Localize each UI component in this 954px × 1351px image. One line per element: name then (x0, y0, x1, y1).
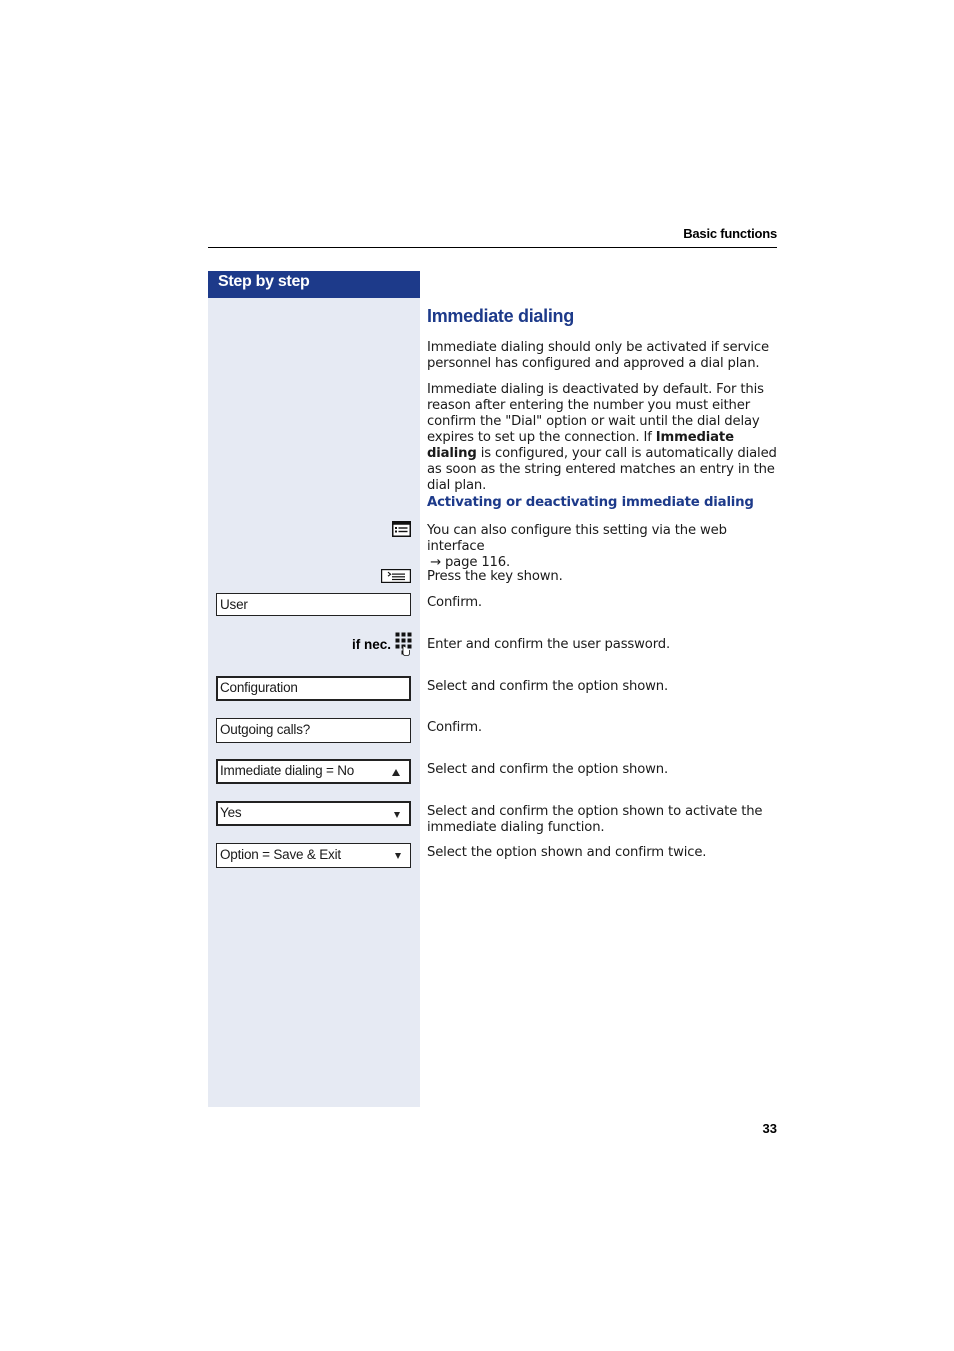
menu-option-save-exit[interactable] (216, 843, 411, 868)
menu-option-immediate-dialing[interactable] (216, 759, 411, 784)
header-rule (208, 247, 777, 248)
description-paragraph (427, 382, 779, 494)
menu-option-label: Configuration (220, 680, 298, 695)
step-configuration-text: Select and confirm the option shown. (427, 679, 669, 694)
menu-option-label: Option = Save & Exit (220, 847, 341, 862)
description-text-a: Immediate dialing is deactivated by default. For this reason after entering the number you must either confirm the "Dial" option or wait until the dial delay expires to set up the connection. If (427, 382, 764, 445)
menu-option-label: Outgoing calls? (220, 722, 311, 737)
menu-option-outgoing-calls[interactable] (216, 718, 411, 743)
section-title: Immediate dialing (427, 306, 574, 326)
sidebar-heading (208, 271, 420, 298)
page-reference-link[interactable]: → page 116. (430, 555, 511, 570)
keypad-icon (395, 632, 412, 656)
step-immediate-dialing-text: Select and confirm the option shown. (427, 762, 669, 777)
step-web-interface-text (427, 523, 779, 571)
intro-paragraph: Immediate dialing should only be activated if service personnel has configured and approved a dial plan. (427, 340, 769, 371)
web-interface-icon (392, 521, 411, 537)
menu-option-user[interactable] (216, 593, 411, 616)
step-yes-text: Select and confirm the option shown to activate the immediate dialing function. (427, 804, 763, 835)
menu-option-yes[interactable] (216, 801, 411, 826)
menu-option-configuration[interactable] (216, 676, 411, 701)
sidebar-heading-label: Step by step (218, 273, 310, 290)
step-press-key-text: Press the key shown. (427, 569, 563, 584)
page-number: 33 (762, 1121, 777, 1136)
menu-option-label: Immediate dialing = No (220, 763, 355, 778)
description-bold-term: Immediate dialing (427, 430, 734, 461)
running-header: Basic functions (683, 226, 777, 241)
step-save-exit-text: Select the option shown and confirm twice. (427, 845, 707, 860)
step-user-text: Confirm. (427, 595, 482, 610)
menu-option-label: Yes (220, 805, 242, 820)
scroll-down-arrow-icon (395, 853, 401, 859)
menu-key-icon (381, 568, 411, 582)
description-text-b: is configured, your call is automatically dialed as soon as the string entered matches an entry in the dial plan. (427, 446, 777, 493)
if-necessary-label: if nec. (352, 637, 392, 652)
scroll-up-arrow-icon (392, 769, 400, 776)
step-outgoing-calls-text: Confirm. (427, 720, 482, 735)
menu-option-label: User (220, 597, 248, 612)
step-web-interface-line1: You can also configure this setting via the web interface (427, 523, 727, 554)
step-password-text: Enter and confirm the user password. (427, 637, 670, 652)
subsection-title: Activating or deactivating immediate dialing (427, 495, 754, 510)
scroll-down-arrow-icon (394, 812, 400, 818)
